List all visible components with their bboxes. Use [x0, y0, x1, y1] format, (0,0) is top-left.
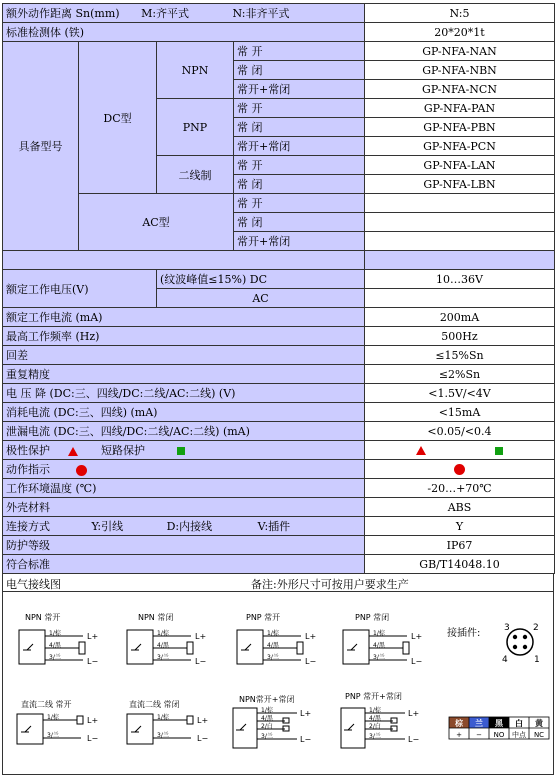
pnp-label: PNP: [157, 99, 234, 156]
l-plus: L+: [195, 632, 207, 641]
l-plus: L+: [411, 632, 423, 641]
material-value: ABS: [365, 498, 555, 517]
legend-yellow: 黄: [535, 719, 543, 728]
polarity-label: 极性保护: [6, 444, 50, 457]
npn-no-label: 常 开: [234, 42, 365, 61]
legend-black: 黑: [495, 719, 503, 728]
legend-brown: 棕: [455, 719, 463, 728]
dc-type-label: DC型: [79, 42, 157, 194]
row-standard: [3, 555, 555, 574]
pnp-nonc-label: 常开+常闭: [234, 137, 365, 156]
l-plus: L+: [408, 709, 420, 718]
indicator-dot-icon: [76, 465, 87, 476]
ac-nc-code: [365, 213, 555, 232]
l-minus: L−: [87, 657, 99, 666]
ac-nonc-label: 常开+常闭: [234, 232, 365, 251]
wire-black: 4/黑: [267, 642, 279, 649]
npn-nonc-diagram-title: NPN常开+常闭: [239, 695, 295, 704]
row-current: [3, 308, 555, 327]
row-npn-no: [3, 42, 555, 61]
hysteresis-value: ≤15%Sn: [365, 346, 555, 365]
flush-type-label: M:齐平式: [141, 7, 190, 20]
l-minus: L−: [305, 657, 317, 666]
l-plus: L+: [300, 709, 312, 718]
wire-brown: 1/棕: [47, 714, 59, 721]
wiring-header: [2, 573, 554, 591]
repeat-label: 重复精度: [3, 365, 365, 384]
wire-blue: 3/兰: [157, 654, 169, 661]
consumption-label: 消耗电流 (DC:三、四线) (mA): [3, 403, 365, 422]
wire-brown: 1/棕: [369, 707, 381, 714]
connection-label: 连接方式: [6, 520, 50, 533]
current-label: 额定工作电流 (mA): [3, 308, 365, 327]
row-indicator: [3, 460, 555, 479]
l-plus: L+: [87, 632, 99, 641]
wire-blue: 3/兰: [261, 733, 273, 740]
repeat-value: ≤2%Sn: [365, 365, 555, 384]
pin-2: 2: [533, 623, 539, 633]
wire-color-legend: [449, 717, 549, 739]
wire-black: 4/黑: [369, 715, 381, 722]
two-wire-no-label: 常 开: [234, 156, 365, 175]
wiring-title: 电气接线图: [6, 578, 61, 591]
npn-nonc-code: GP-NFA-NCN: [365, 80, 555, 99]
ac-nc-label: 常 闭: [234, 213, 365, 232]
two-wire-label: 二线制: [157, 156, 234, 194]
wiring-note: 备注:外形尺寸可按用户要求生产: [251, 578, 409, 591]
wire-black: 4/黑: [373, 642, 385, 649]
pnp-no-label: 常 开: [234, 99, 365, 118]
npn-nc-diagram-title: NPN 常闭: [138, 613, 174, 622]
row-ip: [3, 536, 555, 555]
row-distance: [3, 4, 555, 23]
pnp-nc-label: 常 闭: [234, 118, 365, 137]
pin-4: 4: [502, 655, 508, 665]
l-plus: L+: [305, 632, 317, 641]
two-wire-no-code: GP-NFA-LAN: [365, 156, 555, 175]
l-minus: L−: [195, 657, 207, 666]
legend-mid: 中点: [512, 731, 526, 739]
dc2-no-diagram-title: 直流二线 常开: [21, 700, 72, 709]
material-label: 外壳材料: [3, 498, 365, 517]
wire-blue: 3/兰: [369, 733, 381, 740]
row-frequency: [3, 327, 555, 346]
wiring-diagram-svg: [3, 592, 553, 774]
wire-brown: 1/棕: [49, 630, 61, 637]
wire-black: 4/黑: [261, 715, 273, 722]
target-value: 20*20*1t: [365, 23, 555, 42]
wire-blue: 3/兰: [373, 654, 385, 661]
row-repeat: [3, 365, 555, 384]
connection-y: Y:引线: [91, 520, 124, 533]
standard-value: GB/T14048.10: [365, 555, 555, 574]
wire-brown: 1/棕: [261, 707, 273, 714]
voltage-ac-label: AC: [157, 289, 365, 308]
row-voltage-dc: [3, 270, 555, 289]
row-drop: [3, 384, 555, 403]
npn-label: NPN: [157, 42, 234, 99]
row-spacer: [3, 251, 555, 270]
row-protection: [3, 441, 555, 460]
voltage-ac-value: [365, 289, 555, 308]
l-minus: L−: [300, 735, 312, 744]
ac-no-code: [365, 194, 555, 213]
legend-no: NO: [493, 731, 505, 739]
models-label: 具备型号: [3, 42, 79, 251]
wire-black: 4/黑: [157, 642, 169, 649]
npn-nc-label: 常 闭: [234, 61, 365, 80]
indicator-label: 动作指示: [6, 463, 50, 476]
temperature-value: -20…+70℃: [365, 479, 555, 498]
pnp-nonc-code: GP-NFA-PCN: [365, 137, 555, 156]
wire-brown: 1/棕: [373, 630, 385, 637]
dc2-nc-diagram-title: 直流二线 常闭: [129, 700, 180, 709]
frequency-value: 500Hz: [365, 327, 555, 346]
ac-no-label: 常 开: [234, 194, 365, 213]
pin-3: 3: [504, 623, 510, 633]
connection-value: Y: [365, 517, 555, 536]
ac-nonc-code: [365, 232, 555, 251]
ip-label: 防护等级: [3, 536, 365, 555]
pnp-no-diagram-title: PNP 常开: [246, 613, 281, 622]
legend-nc: NC: [533, 731, 545, 739]
wire-brown: 1/棕: [157, 630, 169, 637]
leakage-label: 泄漏电流 (DC:三、四线/DC:二线/AC:二线) (mA): [3, 422, 365, 441]
short-circuit-label: 短路保护: [101, 444, 145, 457]
wire-blue: 3/兰: [49, 654, 61, 661]
npn-no-code: GP-NFA-NAN: [365, 42, 555, 61]
wire-blue: 3/兰: [47, 732, 59, 739]
l-minus: L−: [408, 735, 420, 744]
l-minus: L−: [87, 734, 99, 743]
two-wire-nc-label: 常 闭: [234, 175, 365, 194]
distance-value: N:5: [365, 4, 555, 23]
row-consumption: [3, 403, 555, 422]
wire-brown: 1/棕: [267, 630, 279, 637]
spec-table: [2, 3, 555, 574]
triangle-icon: [416, 446, 426, 455]
distance-label: 额外动作距离 Sn(mm): [6, 7, 120, 20]
current-value: 200mA: [365, 308, 555, 327]
voltage-dc-value: 10…36V: [365, 270, 555, 289]
voltage-dc-label: (纹波峰值≤15%) DC: [157, 270, 365, 289]
wire-white: 2/白: [261, 723, 273, 730]
connection-d: D:内接线: [166, 520, 213, 533]
wire-black: 4/黑: [49, 642, 61, 649]
hysteresis-label: 回差: [3, 346, 365, 365]
l-minus: L−: [411, 657, 423, 666]
legend-white: 白: [515, 719, 523, 728]
wire-blue: 3/兰: [267, 654, 279, 661]
drop-value: <1.5V/<4V: [365, 384, 555, 403]
voltage-label: 额定工作电压(V): [3, 270, 157, 308]
l-minus: L−: [197, 734, 209, 743]
target-label: 标准检测体 (铁): [3, 23, 365, 42]
drop-label: 电 压 降 (DC:三、四线/DC:二线/AC:二线) (V): [3, 384, 365, 403]
nonflush-type-label: N:非齐平式: [232, 7, 290, 20]
pnp-no-code: GP-NFA-PAN: [365, 99, 555, 118]
npn-nonc-label: 常开+常闭: [234, 80, 365, 99]
pnp-nonc-diagram-title: PNP 常开+常闭: [345, 692, 402, 701]
row-target: [3, 23, 555, 42]
wire-brown: 1/棕: [157, 714, 169, 721]
row-connection: [3, 517, 555, 536]
pnp-nc-code: GP-NFA-PBN: [365, 118, 555, 137]
row-leakage: [3, 422, 555, 441]
standard-label: 符合标准: [3, 555, 365, 574]
npn-nc-code: GP-NFA-NBN: [365, 61, 555, 80]
pnp-nc-diagram-title: PNP 常闭: [355, 613, 390, 622]
square-icon: [495, 447, 503, 455]
row-temperature: [3, 479, 555, 498]
ip-value: IP67: [365, 536, 555, 555]
triangle-icon: [68, 447, 78, 456]
leakage-value: <0.05/<0.4: [365, 422, 555, 441]
wiring-diagrams: [2, 591, 554, 775]
ac-type-label: AC型: [79, 194, 234, 251]
square-icon: [177, 447, 185, 455]
connection-v: V:插件: [257, 520, 291, 533]
npn-no-diagram-title: NPN 常开: [25, 613, 61, 622]
pin-1: 1: [534, 655, 540, 665]
row-hysteresis: [3, 346, 555, 365]
wire-white: 2/白: [369, 723, 381, 730]
wire-blue: 3/兰: [157, 732, 169, 739]
connector-icon: [502, 623, 540, 665]
two-wire-nc-code: GP-NFA-LBN: [365, 175, 555, 194]
legend-minus: −: [476, 731, 482, 739]
l-plus: L+: [87, 716, 99, 725]
legend-blue: 兰: [475, 719, 483, 728]
frequency-label: 最高工作频率 (Hz): [3, 327, 365, 346]
indicator-dot-icon: [454, 464, 465, 475]
connector-label: 接插件:: [447, 628, 481, 639]
row-ac-no: [3, 194, 555, 213]
temperature-label: 工作环境温度 (℃): [3, 479, 365, 498]
consumption-value: <15mA: [365, 403, 555, 422]
l-plus: L+: [197, 716, 209, 725]
row-material: [3, 498, 555, 517]
legend-plus: +: [456, 731, 462, 739]
